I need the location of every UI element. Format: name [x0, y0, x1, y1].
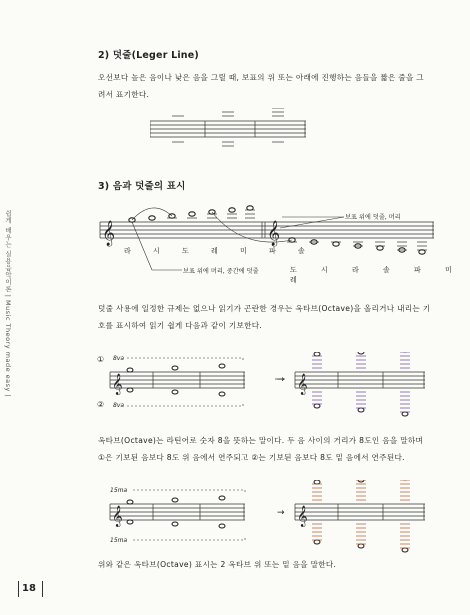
- syllable: 솔: [383, 266, 401, 274]
- right-syllables: [290, 265, 470, 285]
- syllable: 도: [290, 266, 308, 274]
- paragraph3-line1: 옥타브(Octave)는 라틴어로 숫자 8을 뜻하는 말이다. 두 음 사이의 거리가 8도인 음을 말하며: [98, 436, 424, 445]
- section2-line1: 오선보다 높은 음이나 낮은 음을 그릴 때, 보표의 위 또는 아래에 진행하는 음들을 짧은 줄을 그: [98, 73, 424, 82]
- syllable: 시: [321, 266, 339, 274]
- octave-example-2: [105, 480, 445, 555]
- syllable: 파: [414, 266, 432, 274]
- octave-up-mark: 8va: [113, 355, 125, 362]
- side-running-title: [4, 210, 16, 410]
- paragraph2: [98, 300, 453, 334]
- paragraph2-line2: 호를 표시하여 읽기 쉽게 다음과 같이 기보한다.: [98, 321, 263, 330]
- section2-line2: 려서 표기한다.: [98, 90, 150, 99]
- upper-note-label: 보표 위에 덧줄, 머리: [345, 214, 401, 221]
- syllable: 도: [182, 247, 199, 255]
- lower-note-label: 보표 위에 머리, 중간에 덧줄: [183, 268, 259, 275]
- treble-clef-icon: 𝄞: [297, 506, 308, 527]
- paragraph3-line2: ①은 기보된 음보다 8도 위 음에서 연주되고 ②는 기보된 음보다 8도 밑 음에서 연주된다.: [98, 453, 405, 462]
- page-number-rule-right: [42, 581, 43, 597]
- treble-clef-icon: 𝄞: [112, 506, 123, 527]
- section2-heading: 2) 덧줄(Leger Line): [98, 50, 199, 61]
- syllable: 시: [153, 247, 170, 255]
- fifteenth-up-mark: 15ma: [110, 487, 128, 494]
- treble-clef-icon: 𝄞: [112, 374, 123, 395]
- syllable: 파: [269, 247, 286, 255]
- arrow-right-icon: →: [277, 375, 285, 385]
- treble-clef-icon: 𝄞: [102, 221, 116, 246]
- paragraph4: [98, 556, 453, 573]
- octave-down-mark: 8va: [113, 402, 125, 409]
- treble-clef-icon: 𝄞: [267, 221, 281, 246]
- syllable: 미: [240, 247, 257, 255]
- paragraph2-line1: 덧줄 사용에 일정한 규제는 없으나 읽기가 곤란한 경우는 옥타브(Octave)을 올리거나 내리는 기: [98, 304, 431, 313]
- page-number: 18: [22, 583, 36, 594]
- fifteenth-down-mark: 15ma: [110, 537, 128, 544]
- page-number-rule-left: [18, 581, 19, 597]
- paragraph4-line1: 위와 같은 옥타브(Octave) 표시는 2 옥타브 위 또는 밑 음을 말한다.: [98, 560, 337, 569]
- paragraph3: [98, 432, 453, 466]
- arrow-right-icon: →: [277, 508, 285, 518]
- syllable: 레: [290, 276, 308, 284]
- marker-2: ②: [97, 400, 105, 409]
- leger-line-staff: [150, 108, 320, 154]
- side-title-text: 쉽게 배우는 실용음악이론 | Music Theory made easy |: [4, 210, 12, 398]
- section2-paragraph: [98, 69, 448, 103]
- section3-heading: 3) 음과 덧줄의 표시: [98, 181, 186, 192]
- left-syllables: [124, 246, 315, 256]
- octave-example-1: [105, 352, 445, 422]
- treble-clef-icon: 𝄞: [297, 374, 308, 395]
- syllable: 미: [445, 266, 463, 274]
- syllable: 레: [211, 247, 228, 255]
- marker-1: ①: [97, 355, 105, 364]
- syllable: 라: [124, 247, 141, 255]
- syllable: 라: [352, 266, 370, 274]
- syllable: 솔: [298, 247, 315, 255]
